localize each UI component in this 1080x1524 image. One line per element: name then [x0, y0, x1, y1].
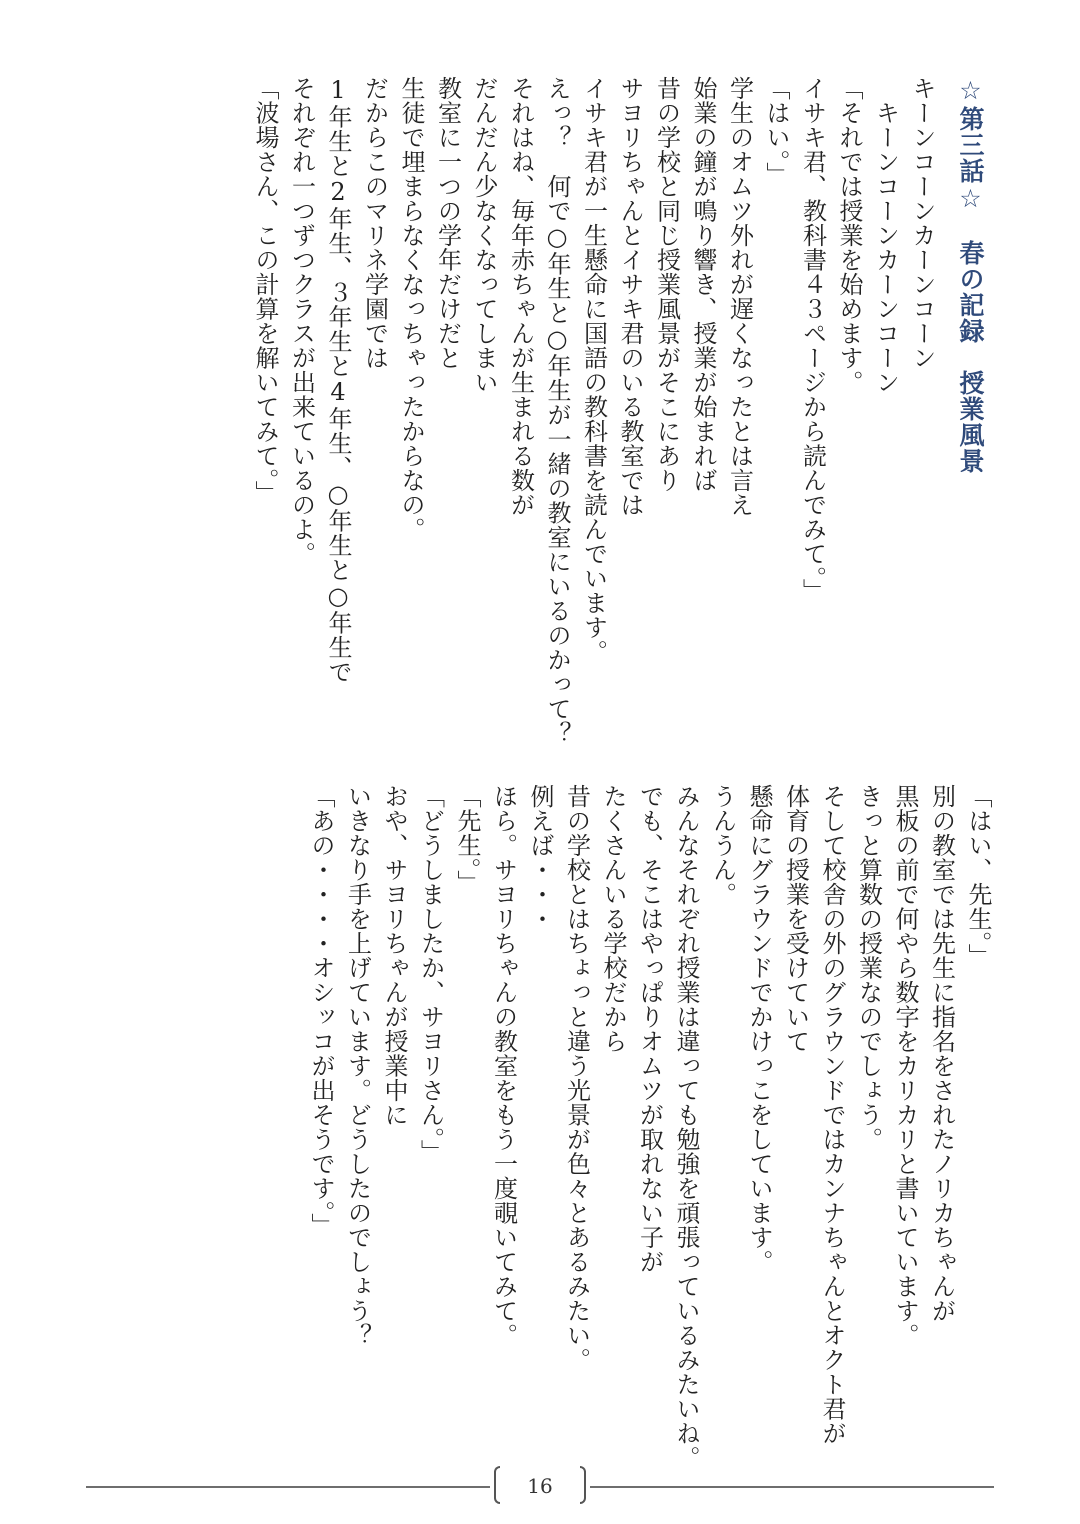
footer-rule-left	[86, 1486, 490, 1488]
text-line: きっと算数の授業なのでしょう。	[854, 784, 883, 1152]
text-line: 学生のオムツ外れが遅くなったとは言え	[725, 76, 754, 517]
text-line: 別の教室では先生に指名をされたノリカちゃんが	[927, 784, 956, 1323]
text-line: 「はい、先生。」	[964, 784, 992, 968]
page-number-bracket-left	[494, 1466, 500, 1504]
text-line: イサキ君が一生懸命に国語の教科書を読んでいます。	[579, 76, 608, 664]
text-line: キーンコーンカーンコーン	[908, 76, 936, 370]
text-line: だんだん少なくなってしまい	[470, 76, 498, 395]
footer-rule-right	[590, 1486, 994, 1488]
text-line: 例えば・・・	[526, 784, 554, 931]
text-line: そして校舎の外のグラウンドではカンナちゃんとオクト君が	[818, 784, 846, 1446]
text-line: サヨリちゃんとイサキ君のいる教室では	[616, 76, 644, 517]
text-line: 「先生。」	[453, 784, 481, 895]
text-line: うんうん。	[708, 784, 737, 907]
text-line: でも、そこはやっぱりオムツが取れない子が	[635, 784, 664, 1274]
chapter-title: ☆第三話☆ 春の記録 授業風景	[956, 76, 985, 474]
text-line: 「あの・・・・オシッコが出そうです。」	[307, 784, 335, 1238]
lower-text-block	[102, 784, 996, 1470]
text-line: 黒板の前で何やら数字をカリカリと書いています。	[891, 784, 919, 1348]
text-line: 体育の授業を受けていて	[781, 784, 810, 1054]
text-line: ほら。サヨリちゃんの教室をもう一度覗いてみて。	[489, 784, 518, 1348]
page-number: 16	[527, 1474, 553, 1498]
text-line: えっ？ 何で○年生と○年生が一緒の教室にいるのかって？	[543, 76, 571, 746]
text-line: 教室に一つの学年だけだと	[433, 76, 462, 370]
text-line: たくさんいる学校だから	[599, 784, 627, 1054]
upper-text-block	[74, 76, 940, 746]
text-line: だからこのマリネ学園では	[360, 76, 389, 370]
text-line: おや、サヨリちゃんが授業中に	[380, 784, 408, 1127]
text-line: 「波場さん、この計算を解いてみて。」	[251, 76, 279, 505]
text-line: イサキ君、教科書４３ページから読んでみて。」	[798, 76, 827, 603]
text-line: 昔の学校とはちょっと違う光景が色々とあるみたい。	[562, 784, 591, 1372]
text-line: 「それでは授業を始めます。	[835, 76, 863, 395]
text-line: 昔の学校と同じ授業風景がそこにあり	[652, 76, 681, 493]
text-line: キーンコーンカーンコーン	[871, 76, 900, 395]
text-line: いきなり手を上げています。どうしたのでしょう？	[343, 784, 372, 1348]
text-line: みんなそれぞれ授業は違っても勉強を頑張っているみたいね。	[672, 784, 700, 1470]
text-line: それはね、毎年赤ちゃんが生まれる数が	[506, 76, 535, 517]
text-line: 懸命にグラウンドでかけっこをしています。	[745, 784, 773, 1274]
text-line: 生徒で埋まらなくなっちゃったからなの。	[397, 76, 425, 542]
text-line: 「はい。」	[762, 76, 790, 187]
text-line: それぞれ一つずつクラスが出来ているのよ。	[287, 76, 316, 566]
text-line: 「どうしましたか、サヨリさん。」	[416, 784, 445, 1164]
page-number-bracket-right	[580, 1466, 586, 1504]
text-line: 1年生と2年生、３年生と4年生、○年生と○年生で	[324, 76, 352, 684]
text-line: 始業の鐘が鳴り響き、授業が始まれば	[689, 76, 717, 493]
